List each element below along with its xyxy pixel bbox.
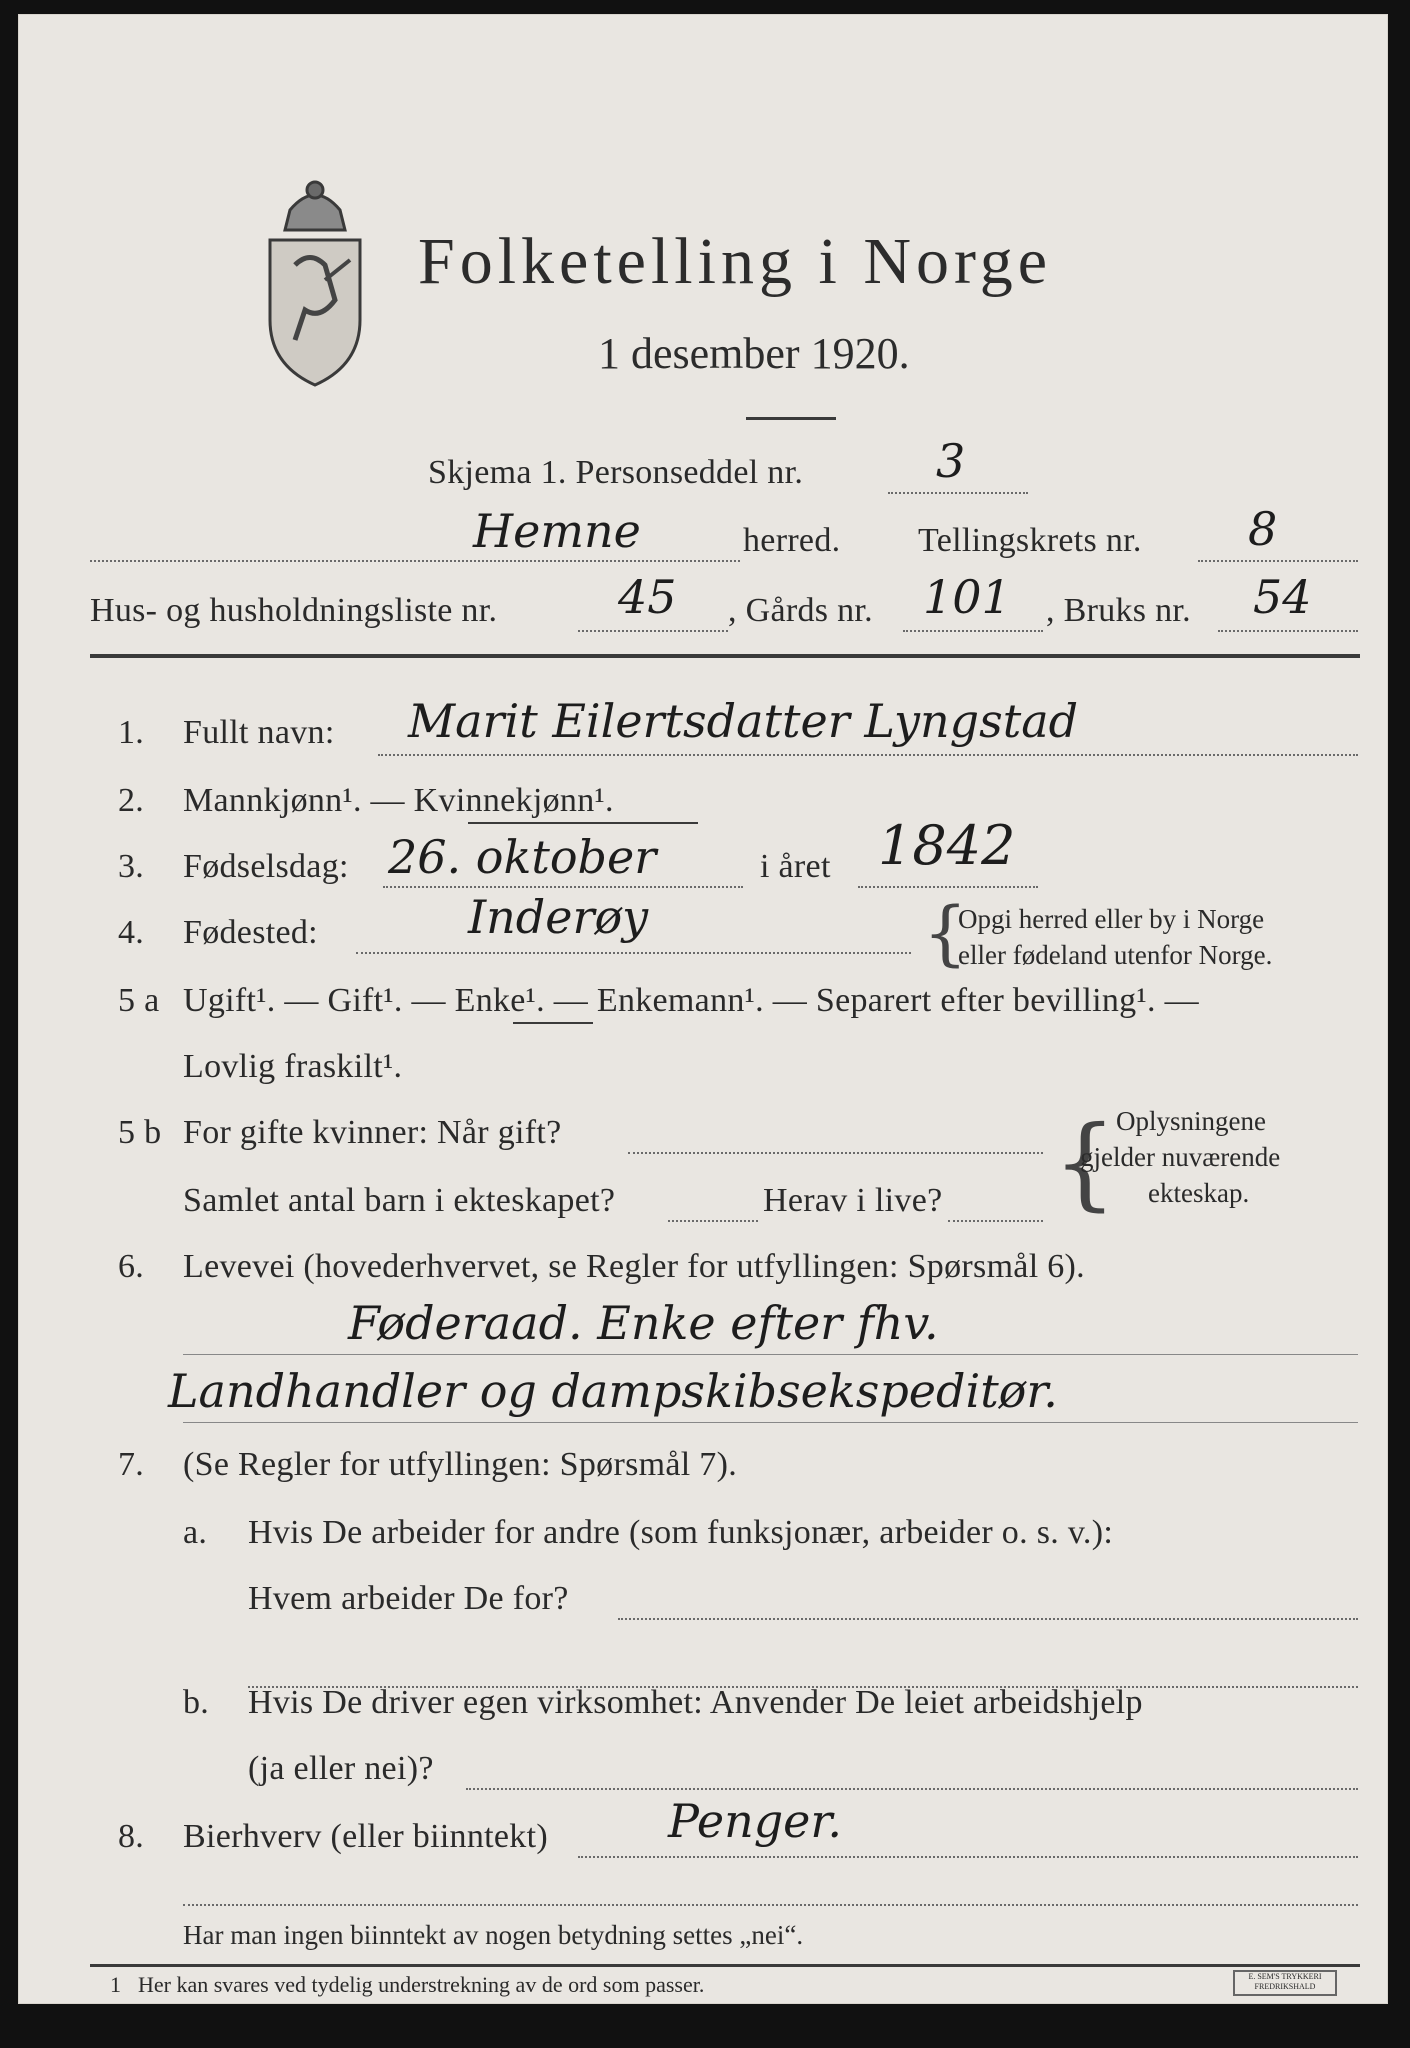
- q7-label: (Se Regler for utfyllingen: Spørsmål 7).: [183, 1446, 738, 1483]
- q5a-line-1: Ugift¹. — Gift¹. — Enke¹. — Enkemann¹. — Separert efter bevilling¹. —: [183, 982, 1199, 1019]
- q7b-dotline: [466, 1788, 1358, 1790]
- header-rule: [90, 654, 1360, 658]
- personseddel-nr-value: 3: [936, 434, 966, 488]
- q5b-number: 5 b: [118, 1114, 162, 1151]
- q3-day-dotline: [383, 886, 743, 888]
- herred-label: herred.: [743, 522, 841, 559]
- q1-number: 1.: [118, 714, 145, 751]
- hus-nr-value: 45: [618, 570, 677, 624]
- q6-answer-line-1: Føderaad. Enke efter fhv.: [348, 1296, 939, 1350]
- title-divider: [746, 417, 836, 420]
- skjema-label: Skjema 1. Personseddel nr.: [428, 454, 804, 491]
- q3-year-dotline: [858, 886, 1038, 888]
- q8-dotline-1: [578, 1856, 1358, 1858]
- footer-rule: [90, 1964, 1360, 1967]
- q4-dotline: [356, 952, 911, 954]
- q2-underline-mark: [468, 822, 698, 824]
- q6-answer-line-1-rule: [183, 1354, 1358, 1355]
- bruks-nr-value: 54: [1253, 570, 1312, 624]
- q7a-number: a.: [183, 1514, 208, 1551]
- footnote-text: Her kan svares ved tydelig understrekning av de ord som passer.: [138, 1972, 705, 1997]
- form-title: Folketelling i Norge: [418, 225, 1053, 298]
- tellingskrets-nr-value: 8: [1248, 502, 1278, 556]
- q7b-line-1: Hvis De driver egen virksomhet: Anvender De leiet arbeidshjelp: [248, 1684, 1143, 1721]
- q7a-line-2: Hvem arbeider De for?: [248, 1580, 569, 1617]
- gaards-label: , Gårds nr.: [728, 592, 873, 629]
- q6-answer-line-2: Landhandler og dampskibsekspeditør.: [168, 1364, 1058, 1418]
- q4-brace: {: [923, 892, 968, 974]
- bruks-label: , Bruks nr.: [1046, 592, 1191, 629]
- q6-label: Levevei (hovederhvervet, se Regler for utfyllingen: Spørsmål 6).: [183, 1248, 1085, 1285]
- hus-dotline: [578, 630, 728, 632]
- q5b-note-1: Oplysningene: [1116, 1106, 1266, 1136]
- q8-value: Penger.: [668, 1794, 842, 1848]
- census-date: 1 desember 1920.: [598, 329, 910, 378]
- q3-day-value: 26. oktober: [388, 830, 657, 884]
- q8-number: 8.: [118, 1818, 145, 1855]
- q7-number: 7.: [118, 1446, 145, 1483]
- footnote-number: 1: [110, 1972, 121, 1997]
- q4-birthplace-value: Inderøy: [468, 890, 649, 944]
- q7b-number: b.: [183, 1684, 210, 1721]
- q7b-line-2: (ja eller nei)?: [248, 1750, 434, 1787]
- q7a-dotline-1: [618, 1618, 1358, 1620]
- q4-note-1: Opgi herred eller by i Norge: [958, 904, 1265, 934]
- q3-year-value: 1842: [878, 814, 1016, 877]
- herred-dotline: [90, 560, 740, 562]
- census-form-sheet: [18, 14, 1388, 2004]
- coat-of-arms-icon: [250, 170, 380, 390]
- q8-label: Bierhverv (eller biinntekt): [183, 1818, 548, 1855]
- gaards-dotline: [903, 630, 1043, 632]
- q5b-line-2a: Samlet antal barn i ekteskapet?: [183, 1182, 616, 1219]
- tellingskrets-label: Tellingskrets nr.: [918, 522, 1142, 559]
- q1-label: Fullt navn:: [183, 714, 335, 751]
- q1-dotline: [378, 754, 1358, 756]
- tellingskrets-dotline: [1198, 560, 1358, 562]
- q4-note-2: eller fødeland utenfor Norge.: [958, 940, 1273, 970]
- q3-label: Fødselsdag:: [183, 848, 349, 885]
- footer-note: Har man ingen biinntekt av nogen betydning settes „nei“.: [183, 1920, 804, 1950]
- q3-year-label: i året: [760, 848, 831, 885]
- q5a-enke-underline: [513, 1022, 593, 1024]
- bruks-dotline: [1218, 630, 1358, 632]
- q5b-brace: {: [1053, 1104, 1117, 1221]
- q5b-line-1: For gifte kvinner: Når gift?: [183, 1114, 562, 1151]
- q2-label: Mannkjønn¹. — Kvinnekjønn¹.: [183, 782, 614, 819]
- q5b-note-2: gjelder nuværende: [1080, 1142, 1281, 1172]
- q2-number: 2.: [118, 782, 145, 819]
- q6-answer-line-2-rule: [183, 1422, 1358, 1423]
- hus-label: Hus- og husholdningsliste nr.: [90, 592, 498, 629]
- herred-value: Hemne: [473, 504, 641, 558]
- q5a-number: 5 a: [118, 982, 160, 1019]
- q4-number: 4.: [118, 914, 145, 951]
- q5b-live-dotline: [948, 1220, 1043, 1222]
- q4-label: Fødested:: [183, 914, 318, 951]
- q5b-note-3: ekteskap.: [1148, 1178, 1250, 1208]
- printer-stamp: E. SEM'S TRYKKERI FREDRIKSHALD: [1233, 1970, 1337, 1996]
- q5b-line-2b: Herav i live?: [763, 1182, 943, 1219]
- q7a-line-1: Hvis De arbeider for andre (som funksjonær, arbeider o. s. v.):: [248, 1514, 1114, 1551]
- q1-full-name-value: Marit Eilertsdatter Lyngstad: [408, 694, 1079, 748]
- q6-number: 6.: [118, 1248, 145, 1285]
- gaards-nr-value: 101: [923, 570, 1011, 624]
- q3-number: 3.: [118, 848, 145, 885]
- q5b-gift-dotline: [628, 1152, 1043, 1154]
- personseddel-dotline: [888, 492, 1028, 494]
- q5b-barn-dotline: [668, 1220, 758, 1222]
- q5a-line-2: Lovlig fraskilt¹.: [183, 1048, 403, 1085]
- q8-dotline-2: [183, 1904, 1358, 1906]
